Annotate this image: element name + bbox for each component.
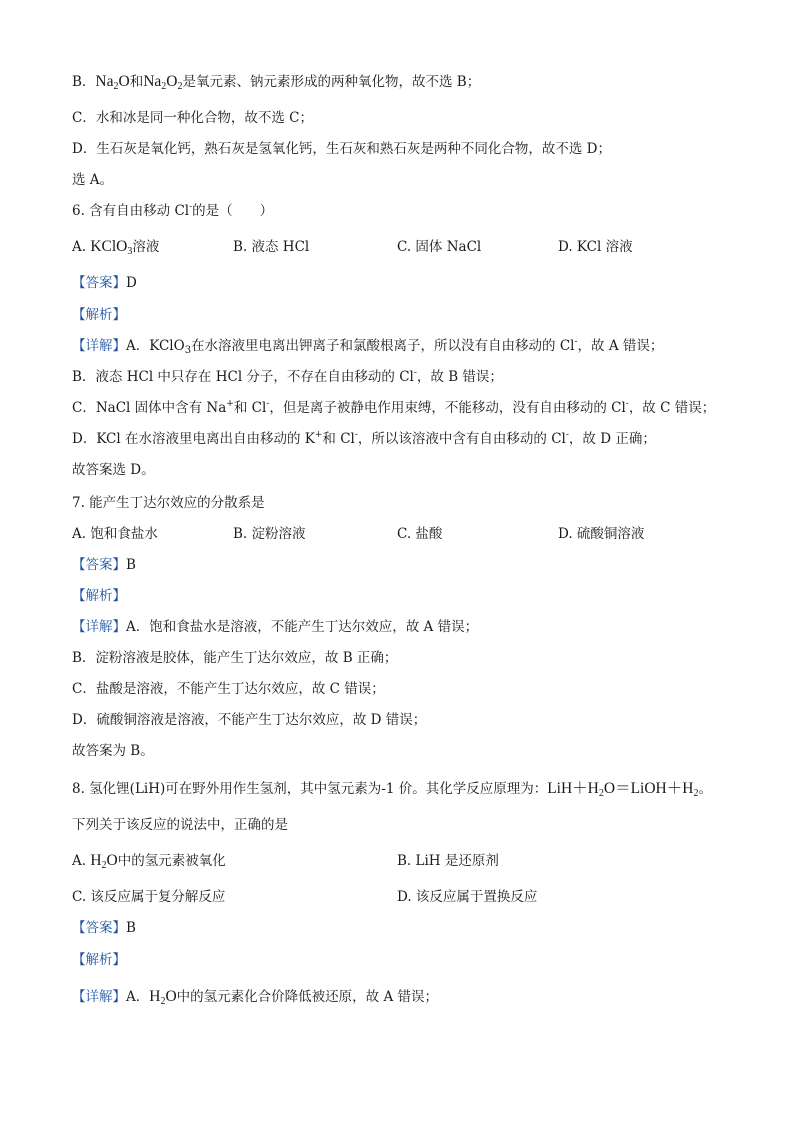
q8-option-b: B. LiH 是还原剂 (397, 853, 499, 869)
q6-options (72, 237, 722, 259)
q5-option-b-explanation: B．$Na_2O$和$Na_2O_2$是氧元素、钠元素形成的两种氧化物，故不选 B； (72, 73, 481, 92)
q7-option-a: A. 饱和食盐水 (72, 526, 158, 542)
q5-option-d-explanation: D．生石灰是氧化钙，熟石灰是氢氧化钙，生石灰和熟石灰是两种不同化合物，故不选 D； (72, 141, 611, 157)
q5-option-c-explanation: C．水和冰是同一种化合物，故不选 C； (72, 110, 313, 126)
q5-conclusion: 选 A。 (72, 172, 114, 188)
q8-option-a: A. $H_2O$中的氢元素被氧化 (72, 852, 226, 871)
q6-detail-a: 【详解】A．KClO$_3$在水溶液里电离出钾离子和氯酸根离子，所以没有自由移动的 Cl-，故 A 错误； (72, 337, 664, 356)
detail-label: 【详解】 (72, 989, 126, 1005)
q7-analysis-label: 【解析】 (72, 588, 126, 604)
detail-label: 【详解】 (72, 619, 126, 635)
answer-label: 【答案】 (72, 920, 126, 936)
q7-stem: 7. 能产生丁达尔效应的分散系是 (72, 495, 265, 511)
q8-answer: 【答案】B (72, 920, 136, 936)
q7-options (72, 524, 722, 546)
q6-detail-c: C．NaCl 固体中含有 Na+和 Cl-，但是离子被静电作用束缚，不能移动，没有自由移动的 Cl-，故 C 错误； (72, 399, 716, 416)
q6-option-c: C. 固体 NaCl (397, 239, 482, 255)
q6-analysis-label: 【解析】 (72, 307, 126, 323)
q6-option-a: A. KClO$_3$溶液 (72, 238, 160, 257)
q7-detail-b: B．淀粉溶液是胶体，能产生丁达尔效应，故 B 正确； (72, 650, 398, 666)
q6-option-d: D. KCl 溶液 (558, 239, 633, 255)
q7-option-c: C. 盐酸 (397, 526, 443, 542)
q6-stem: 6. 含有自由移动 Cl-的是（ ） (72, 202, 274, 219)
q8-option-d: D. 该反应属于置换反应 (397, 889, 538, 905)
q8-analysis-label: 【解析】 (72, 952, 126, 968)
q7-detail-a: 【详解】A．饱和食盐水是溶液，不能产生丁达尔效应，故 A 错误； (72, 619, 479, 635)
q7-detail-c: C．盐酸是溶液，不能产生丁达尔效应，故 C 错误； (72, 681, 385, 697)
answer-label: 【答案】 (72, 275, 126, 291)
q6-conclusion: 故答案选 D。 (72, 462, 155, 478)
q8-options-row1 (72, 851, 722, 873)
q8-option-c: C. 该反应属于复分解反应 (72, 889, 226, 905)
q6-option-b: B. 液态 HCl (233, 239, 310, 255)
q7-detail-d: D．硫酸铜溶液是溶液，不能产生丁达尔效应，故 D 错误； (72, 712, 427, 728)
answer-label: 【答案】 (72, 557, 126, 573)
q8-detail-a: 【详解】A．$H_2O$中的氢元素化合价降低被还原，故 A 错误； (72, 988, 438, 1007)
q8-stem: 8. 氢化锂(LiH)可在野外用作生氢剂，其中氢元素为-1 价。其化学反应原理为：$LiH+H_2O=LiOH+H_2$。 (72, 780, 712, 799)
detail-label: 【详解】 (72, 338, 126, 354)
q6-detail-d: D．KCl 在水溶液里电离出自由移动的 K+和 Cl-，所以该溶液中含有自由移动的 Cl-，故 D 正确； (72, 430, 656, 447)
q7-option-b: B. 淀粉溶液 (233, 526, 306, 542)
q8-stem-line2: 下列关于该反应的说法中，正确的是 (72, 817, 288, 833)
q7-option-d: D. 硫酸铜溶液 (558, 526, 645, 542)
q7-conclusion: 故答案为 B。 (72, 743, 154, 759)
q6-detail-b: B．液态 HCl 中只存在 HCl 分子，不存在自由移动的 Cl-，故 B 错误； (72, 368, 503, 385)
q8-options-row2 (72, 887, 722, 909)
q6-answer: 【答案】D (72, 275, 137, 291)
q7-answer: 【答案】B (72, 557, 136, 573)
